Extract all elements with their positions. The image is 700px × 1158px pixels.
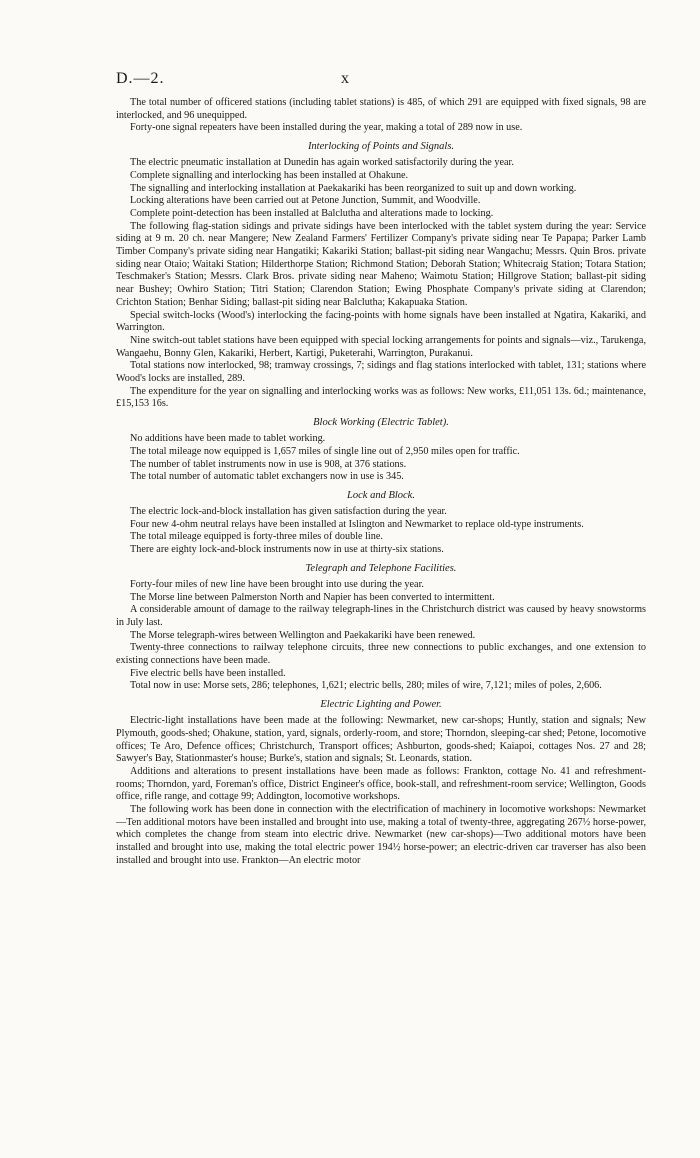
paragraph: The electric pneumatic installation at Dunedin has again worked satisfactorily during the year. (130, 157, 514, 169)
paragraph: The total mileage now equipped is 1,657 miles of single line out of 2,950 miles open for traffic. (130, 445, 520, 457)
paragraph: Total now in use: Morse sets, 286; telephones, 1,621; electric bells, 280; miles of wire, 7,121; miles of poles, 2,606. (130, 680, 602, 692)
paragraph: The total mileage equipped is forty-three miles of double line. (130, 531, 383, 543)
section (116, 562, 646, 693)
paragraph: The total number of automatic tablet exchangers now in use is 345. (130, 471, 404, 483)
section-heading: Telegraph and Telephone Facilities. (305, 562, 457, 574)
paragraph: The Morse telegraph-wires between Wellington and Paekakariki have been renewed. (130, 629, 476, 641)
paragraph: Five electric bells have been installed. (130, 667, 286, 679)
paragraph: Additions and alterations to present installations have been made as follows: Frankton, cottage No. 41 and refreshment-rooms; Thorndon, yard, Foreman's office, District Engineer's office, book-stall, and refreshment-room service; Wellington, Goods office, rifle range, and cottage 99; Addington, locomotive workshops. (116, 765, 646, 803)
section-heading: Lock and Block. (347, 489, 415, 501)
paragraph: The electric lock-and-block installation has given satisfaction during the year. (130, 505, 447, 517)
section (116, 416, 646, 484)
section (116, 97, 646, 135)
page-number: x (341, 70, 349, 87)
paragraph: The Morse line between Palmerston North and Napier has been converted to intermittent. (130, 591, 495, 603)
paragraph: Forty-one signal repeaters have been installed during the year, making a total of 289 now in use. (130, 122, 523, 134)
paragraph: Complete point-detection has been installed at Balclutha and alterations made to locking. (130, 207, 494, 219)
document-body (116, 97, 646, 868)
paragraph: The expenditure for the year on signalling and interlocking works was as follows: New works, £11,051 13s. 6d.; maintenance, £15,153 16s. (116, 385, 646, 410)
paragraph: The following flag-station sidings and private sidings have been interlocked with the tablet system during the year: Service siding at 9 m. 20 ch. near Mangere; New Zealand Farmers' Fertilizer Company's private siding near Te Papapa; Parker Lamb Timber Company's private siding near Hangatiki; Kakariki Station; ballast-pit siding near Wangachu; Messrs. Quin Bros. private siding near Otaio; Waitaki Station; Hilderthorpe Station; Richmond Station; Deborah Station; Whitecraig Station; Totara Station; Teschmaker's Station; Messrs. Clark Bros. private siding near Maheno; Waimotu Station; Hillgrove Station; ballast-pit siding near Bushey; Owhiro Station; Titri Station; Clarendon Station; Ewing Phosphate Company's private siding at Clarendon; Crichton Station; Benhar Siding; ballast-pit siding near Balclutha; Kakapuaka Station. (116, 220, 646, 308)
section (116, 489, 646, 557)
paragraph: Special switch-locks (Wood's) interlocking the facing-points with home signals have been installed at Ngatira, Kakariki, and Warrington. (116, 309, 646, 334)
paragraph: A considerable amount of damage to the railway telegraph-lines in the Christchurch district was caused by heavy snowstorms in July last. (116, 604, 646, 628)
document-code: D.—2. (116, 70, 165, 87)
paragraph: The total number of officered stations (including tablet stations) is 485, of which 291 are equipped with fixed signals, 98 are interlocked, and 96 unequipped. (116, 97, 646, 121)
paragraph: The number of tablet instruments now in use is 908, at 376 stations. (130, 458, 407, 470)
paragraph: Locking alterations have been carried out at Petone Junction, Summit, and Woodville. (130, 195, 481, 207)
paragraph: Electric-light installations have been made at the following: Newmarket, new car-shops; Huntly, station and signals; New Plymouth, goods-shed; Ohakune, station, yard, signals, orderly-room, and store; Thorndon, sleeping-car shed; Petone, locomotive offices; Te Aro, Defence offices; Christchurch, Transport offices; Ashburton, goods-shed; Kaiapoi, cottages Nos. 27 and 28; Sawyer's Bay, Stationmaster's house; Burke's, station and signals; St. Leonards, station. (116, 715, 646, 765)
paragraph: Four new 4-ohm neutral relays have been installed at Islington and Newmarket to replace old-type instruments. (130, 518, 584, 530)
section-heading: Interlocking of Points and Signals. (307, 141, 455, 153)
paragraph: Forty-four miles of new line have been brought into use during the year. (130, 578, 424, 590)
paragraph: Total stations now interlocked, 98; tramway crossings, 7; sidings and flag stations interlocked with tablet, 131; stations where Wood's locks are installed, 289. (116, 360, 646, 385)
paragraph: There are eighty lock-and-block instruments now in use at thirty-six stations. (130, 544, 444, 556)
paragraph: Nine switch-out tablet stations have been equipped with special locking arrangements for points and signals—viz., Tarukenga, Wangaehu, Bonny Glen, Kakariki, Herbert, Kartigi, Puketerahi, Warrington, Purakanui. (116, 334, 646, 359)
section (116, 140, 646, 411)
paragraph: The following work has been done in connection with the electrification of machinery in locomotive workshops: Newmarket—Ten additional motors have been installed and brought into use, making a total of twenty-three, aggregating 267½ horse-power, which completes the change from steam into electric drive. Newmarket (new car-shops)—Two additional motors have been installed and brought into use, making the total electric power 194½ horse-power; an electric-driven car traverser has also been installed and brought into use. Frankton—An electric motor (116, 804, 646, 866)
paragraph: Twenty-three connections to railway telephone circuits, three new connections to public exchanges, and one extension to existing connections have been made. (116, 642, 646, 667)
paragraph: Complete signalling and interlocking has been installed at Ohakune. (130, 169, 409, 181)
page-header (116, 70, 646, 92)
section (116, 698, 646, 867)
paragraph: No additions have been made to tablet working. (130, 433, 326, 445)
section-heading: Block Working (Electric Tablet). (313, 417, 449, 429)
paragraph: The signalling and interlocking installation at Paekakariki has been reorganized to suit up and down working. (130, 182, 577, 194)
section-heading: Electric Lighting and Power. (320, 699, 442, 711)
